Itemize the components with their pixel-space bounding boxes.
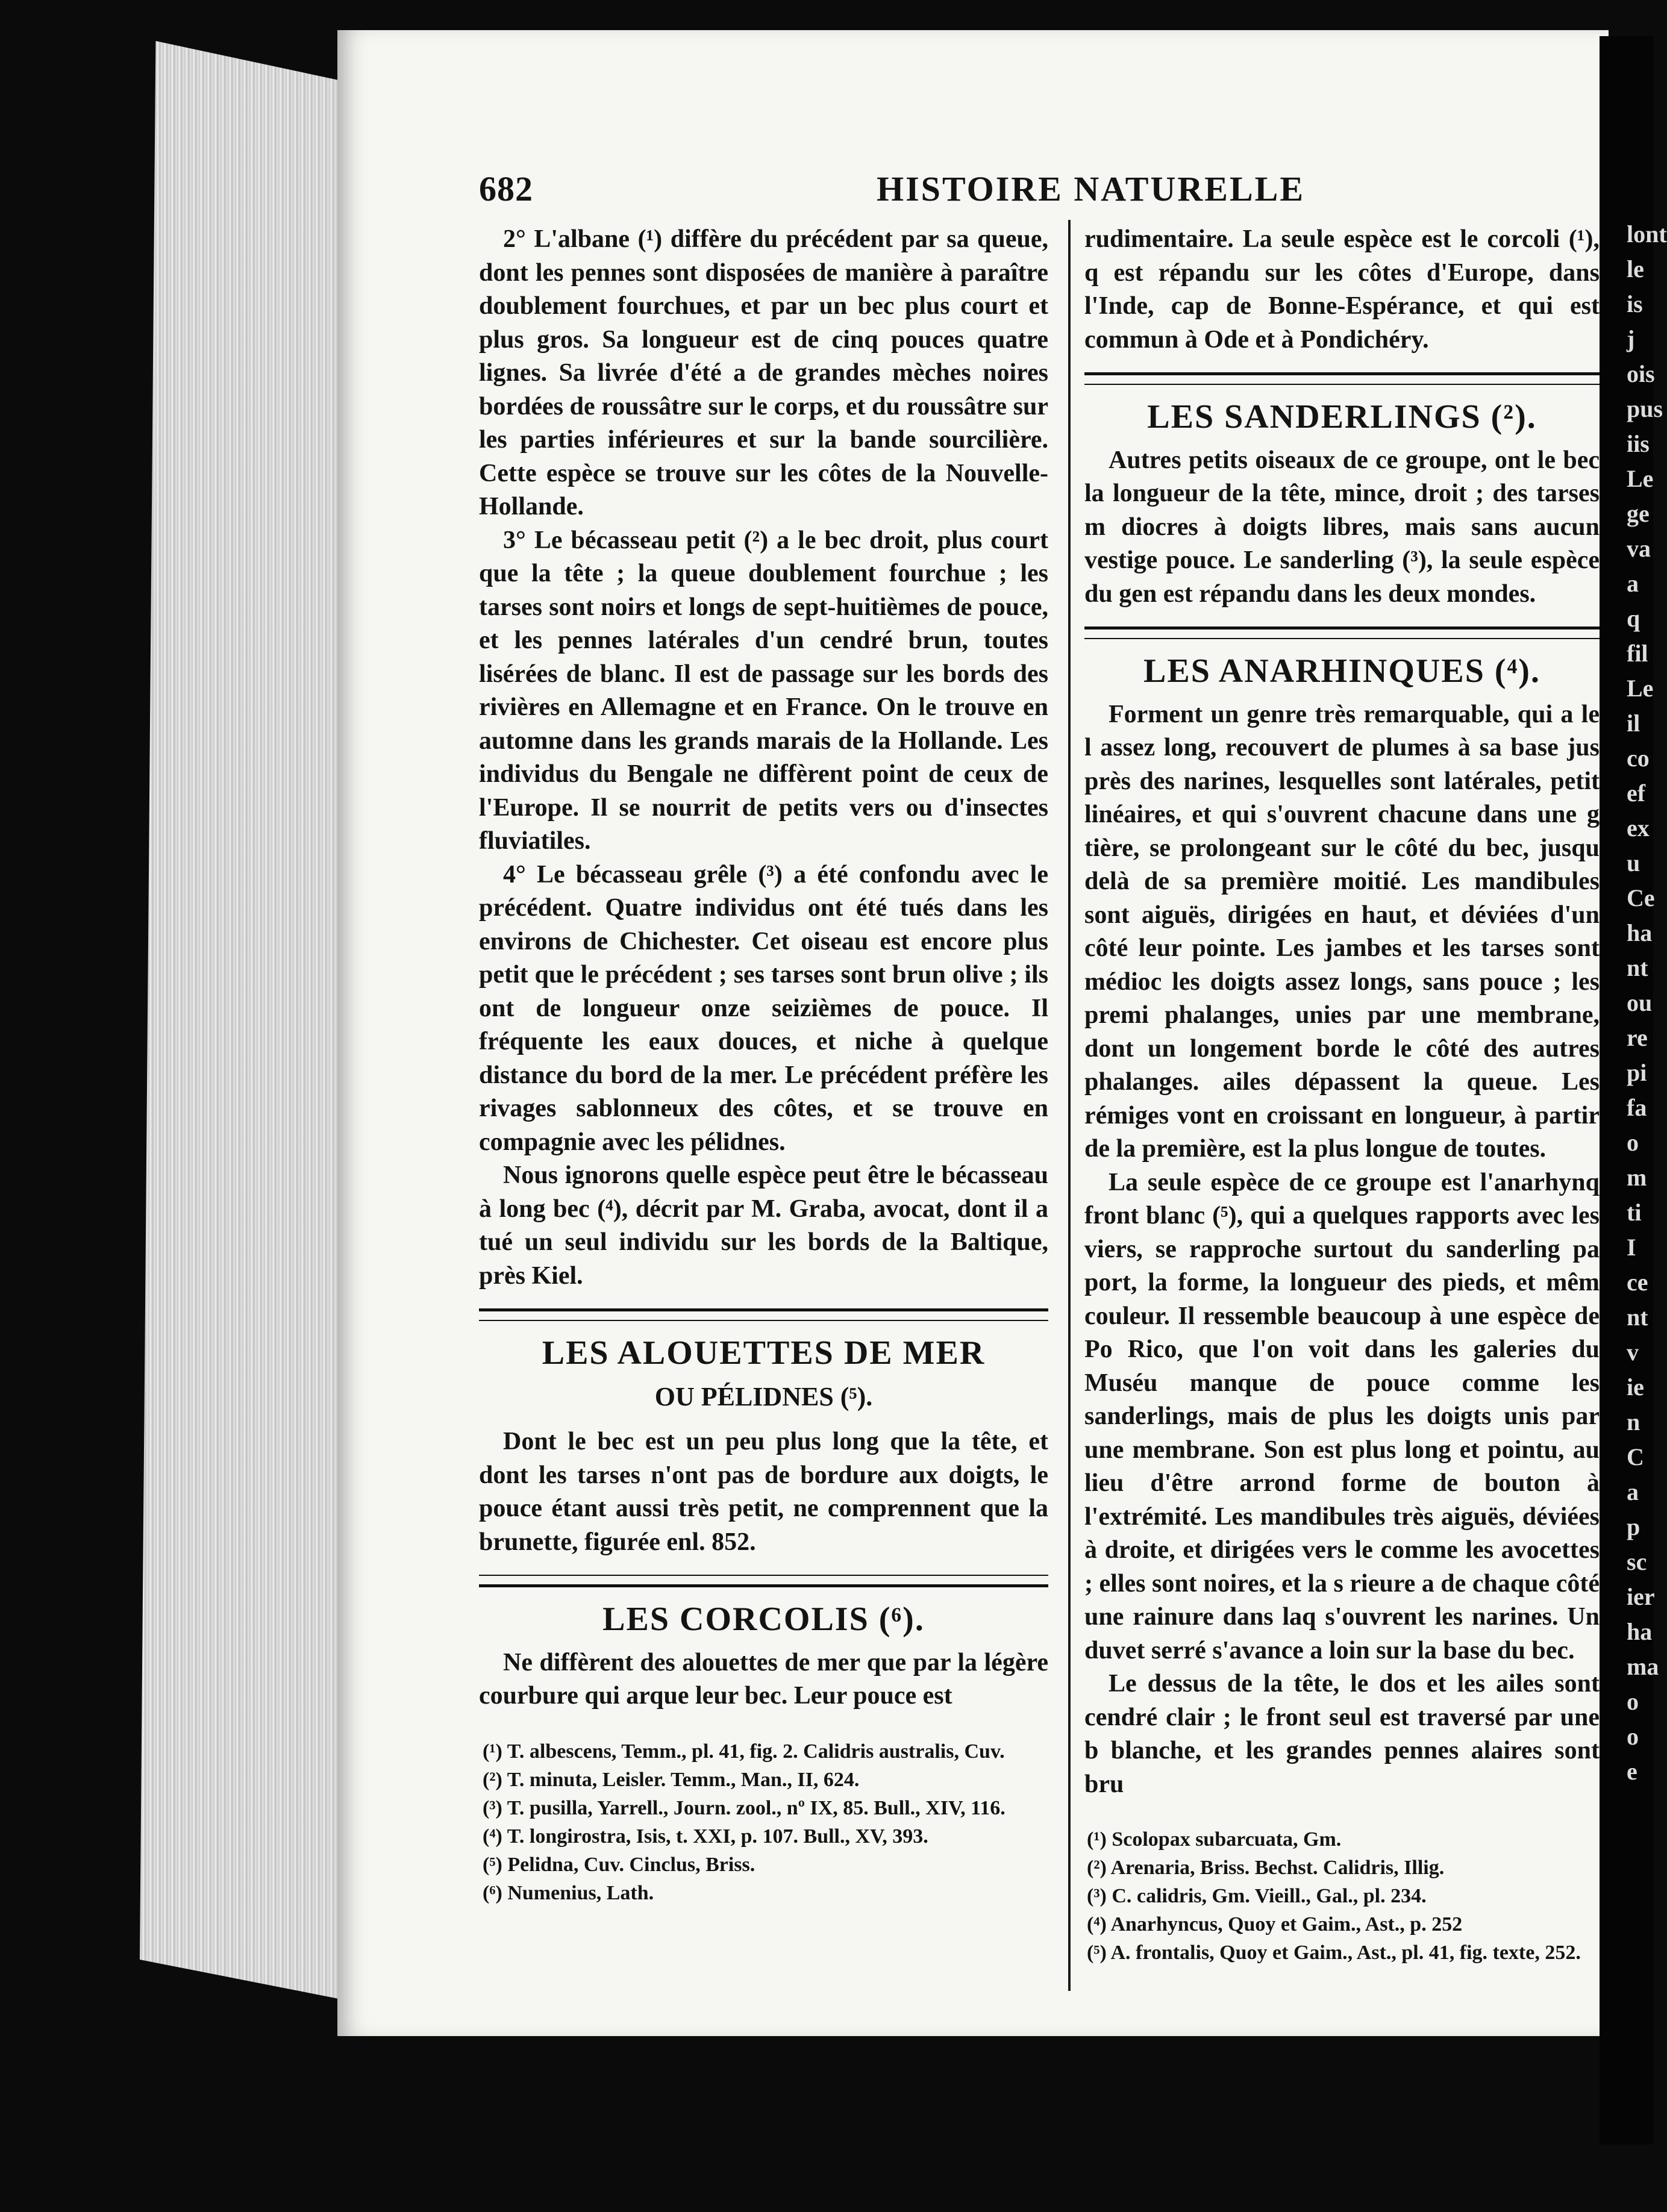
paragraph-sanderlings: Autres petits oiseaux de ce groupe, ont le bec la longueur de la tête, mince, droit ; des tarses m diocres à doigts libres, mais sans aucun vestige pouce. Le sanderling (³), la seule espèce du gen est répandu dans les deux mondes. bbox=[1084, 446, 1600, 608]
footnote: (³) T. pusilla, Yarrell., Journ. zool., nº IX, 85. Bull., XIV, 116. bbox=[483, 1796, 1006, 1819]
paragraph-long-bec: Nous ignorons quelle espèce peut être le bécasseau à long bec (⁴), décrit par M. Graba, avocat, dont il a tué un seul individu sur les bords de la Baltique, près Kiel. bbox=[479, 1161, 1048, 1290]
section-title-alouettes: LES ALOUETTES DE MER bbox=[542, 1334, 986, 1372]
section-rule bbox=[1084, 626, 1600, 639]
footnote: (⁵) Pelidna, Cuv. Cinclus, Briss. bbox=[483, 1853, 755, 1876]
paragraph-albane: 2° L'albane (¹) diffère du précédent par sa queue, dont les pennes sont disposées de manière à paraître doublement fourchues, et par un bec plus court et plus gros. Sa longueur est de cinq pouces quatre lignes. Sa livrée d'été a de grandes mèches noires bordées de roussâtre sur le corps, et du roussâtre sur les parties inférieures et sur la bande sourcilière. Cette espèce se trouve sur les côtes de la Nouvelle-Hollande. bbox=[479, 225, 1048, 520]
section-rule bbox=[479, 1575, 1048, 1587]
left-column bbox=[479, 223, 1048, 1907]
paragraph-alouettes: Dont le bec est un peu plus long que la tête, et dont les tarses n'ont pas de bordure aux doigts, le pouce étant aussi très petit, ne comprennent que la brunette, figurée enl. 852. bbox=[479, 1428, 1048, 1556]
running-title: HISTOIRE NATURELLE bbox=[877, 169, 1306, 208]
facing-page-bleed: lont le is j ois pus iis Le ge va a q fil Le il co ef ex u Ce ha nt ou re pi fa o m ti I ce nt v ie n C a p sc ier ha ma o o e bbox=[1627, 220, 1667, 1785]
footnote: (⁵) A. frontalis, Quoy et Gaim., Ast., pl. 41, fig. texte, 252. bbox=[1087, 1942, 1581, 1964]
section-title-anarhinques: LES ANARHINQUES (⁴). bbox=[1143, 652, 1540, 690]
footnote: (²) T. minuta, Leisler. Temm., Man., II, 624. bbox=[483, 1768, 860, 1791]
column-divider bbox=[1068, 220, 1071, 1991]
section-rule bbox=[1084, 372, 1600, 385]
paragraph-corcoli-continued: rudimentaire. La seule espèce est le corcoli (¹), q est répandu sur les côtes d'Europe, dans l'Inde, cap de Bonne-Espérance, et qui est commun à Ode et à Pondichéry. bbox=[1084, 225, 1600, 354]
footnote: (³) C. calidris, Gm. Vieill., Gal., pl. 234. bbox=[1087, 1885, 1427, 1907]
footnotes-left bbox=[479, 1737, 1048, 1907]
footnote: (⁴) Anarhyncus, Quoy et Gaim., Ast., p. 252 bbox=[1087, 1913, 1463, 1936]
section-title-sanderlings: LES SANDERLINGS (²). bbox=[1147, 398, 1537, 436]
footnote: (⁴) T. longirostra, Isis, t. XXI, p. 107. Bull., XV, 393. bbox=[483, 1825, 928, 1848]
section-title-corcolis: LES CORCOLIS (⁶). bbox=[602, 1601, 925, 1638]
page-number: 682 bbox=[479, 169, 533, 208]
paragraph-anarhynque-espece: La seule espèce de ce groupe est l'anarhynq front blanc (⁵), qui a quelques rapports avec les viers, se rapproche surtout du sanderling pa port, la forme, la longueur des pieds, et mêm couleur. Il ressemble beaucoup à une espèce de Po Rico, que l'on voit dans les galeries du Muséu manque de pouce comme les sanderlings, mais de plus les doigts unis par une membrane. Son est plus long et pointu, au lieu d'être arrond forme de bouton à l'extrémité. Les mandibules très aiguës, déviées à droite, et dirigées vers le comme les avocettes ; elles sont noires, et la s rieure a de chaque côté une rainure dans laq s'ouvrent les narines. Un duvet serré s'avance a loin sur la base du bec. bbox=[1084, 1168, 1600, 1664]
paragraph-anarhynque-plumage: Le dessus de la tête, le dos et les ailes sont cendré clair ; le front seul est traversé par une b blanche, et les grandes pennes alaires sont bru bbox=[1084, 1670, 1600, 1798]
book-page-edges bbox=[140, 41, 339, 1999]
right-column bbox=[1084, 223, 1600, 1967]
section-subtitle-pelidnes: OU PÉLIDNES (⁵). bbox=[654, 1381, 873, 1411]
paragraph-becasseau-petit: 3° Le bécasseau petit (²) a le bec droit, plus court que la tête ; la queue doublement fourchue ; les tarses sont noirs et longs de sept-huitièmes de pouce, et les pennes latérales d'un cendré brun, toutes lisérées de blanc. Il est de passage sur les bords des rivières en Allemagne et en France. On le trouve en automne dans les grands marais de la Hollande. Les individus du Bengale ne diffèrent point de ceux de l'Europe. Il se nourrit de petits vers ou d'insectes fluviatiles. bbox=[479, 526, 1048, 855]
footnote: (⁶) Numenius, Lath. bbox=[483, 1881, 654, 1904]
footnotes-right bbox=[1084, 1825, 1600, 1967]
running-head bbox=[479, 169, 1606, 211]
footnote: (¹) T. albescens, Temm., pl. 41, fig. 2. Calidris australis, Cuv. bbox=[483, 1740, 1005, 1763]
section-rule bbox=[479, 1308, 1048, 1321]
paragraph-corcolis: Ne diffèrent des alouettes de mer que par la légère courbure qui arque leur bec. Leur pouce est bbox=[479, 1648, 1048, 1710]
footnote: (¹) Scolopax subarcuata, Gm. bbox=[1087, 1828, 1342, 1851]
paragraph-becasseau-grele: 4° Le bécasseau grêle (³) a été confondu avec le précédent. Quatre individus ont été tués dans les environs de Chichester. Cet oiseau est encore plus petit que le précédent ; ses tarses sont brun olive ; ils ont de longueur onze seizièmes de pouce. Il fréquente les eaux douces, et niche à quelque distance du bord de la mer. Le précédent préfère les rivages sablonneux des côtes, et se trouve en compagnie avec les pélidnes. bbox=[479, 860, 1048, 1156]
paragraph-anarhinques-genre: Forment un genre très remarquable, qui a le l assez long, recouvert de plumes à sa base jus près des narines, lesquelles sont latérales, petit linéaires, et qui s'ouvrent chacune dans une g tière, se prolongeant sur le côté du bec, jusqu delà de sa première moitié. Les mandibules sont aiguës, dirigées en haut, et déviées d'un côté leur pointe. Les jambes et les tarses sont médioc les doigts assez longs, sans pouce ; les premi phalanges, unies par une membrane, dont un longement borde le côté des autres phalanges. ailes dépassent la queue. Les rémiges vont en croissant en longueur, à partir de la première, est la plus longue de toutes. bbox=[1084, 700, 1600, 1163]
footnote: (²) Arenaria, Briss. Bechst. Calidris, Illig. bbox=[1087, 1857, 1445, 1879]
